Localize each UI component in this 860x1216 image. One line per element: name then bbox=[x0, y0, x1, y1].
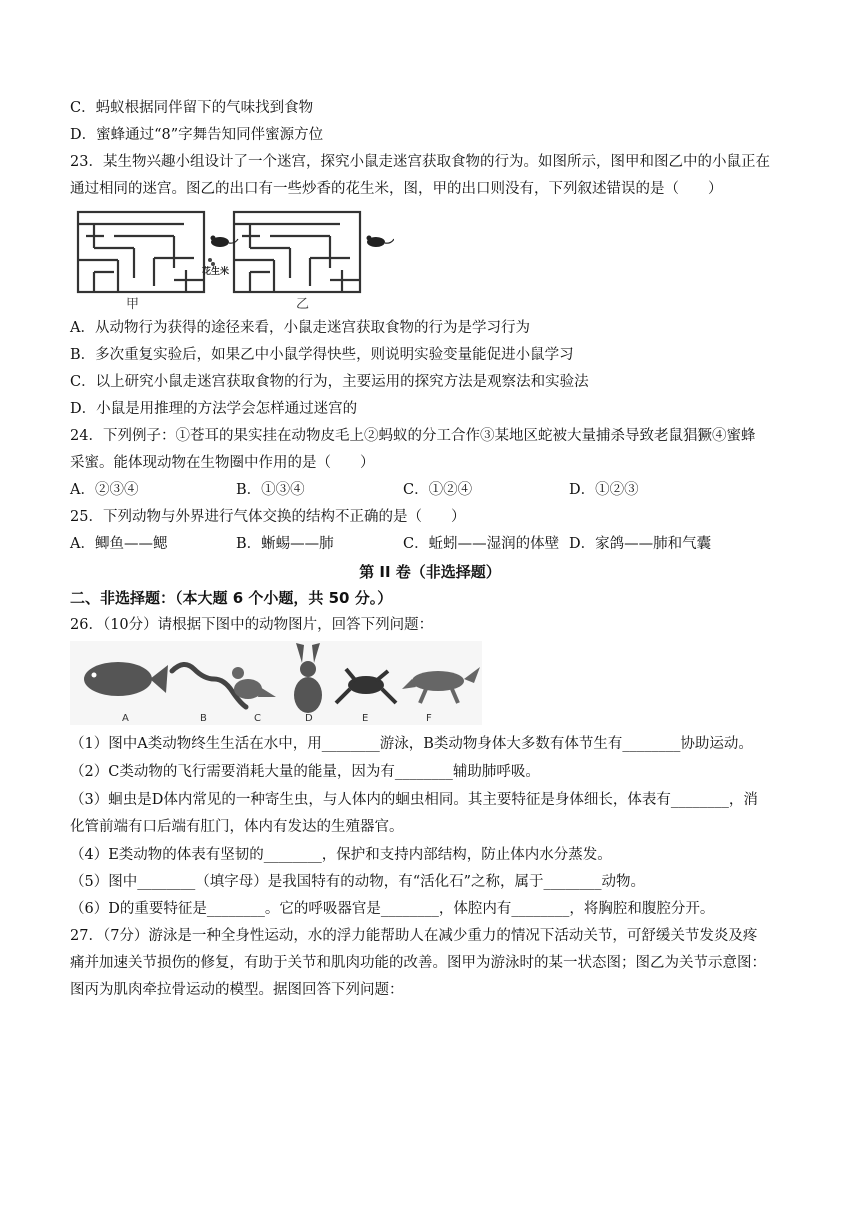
q23-option-b: B．多次重复实验后，如果乙中小鼠学得快些，则说明实验变量能促进小鼠学习 bbox=[70, 347, 574, 363]
q24-stem-line2: 采蜜。能体现动物在生物圈中作用的是（ ） bbox=[70, 455, 375, 471]
q25-option-d: D．家鸽——肺和气囊 bbox=[569, 536, 712, 552]
q26-sub2: （2）C类动物的飞行需要消耗大量的能量，因为有________辅助肺呼吸。 bbox=[70, 764, 540, 780]
q26-sub3-line1: （3）蛔虫是D体内常见的一种寄生虫，与人体内的蛔虫相同。其主要特征是身体细长，体表有________，消 bbox=[70, 792, 758, 808]
part2-heading: 二、非选择题：（本大题 6 个小题，共 50 分。） bbox=[70, 589, 393, 607]
animal-label-b: B bbox=[200, 713, 207, 724]
q25-option-a: A．鲫鱼——鳃 bbox=[70, 536, 168, 552]
q27-line1: 27．（7分）游泳是一种全身性运动，水的浮力能帮助人在减少重力的情况下活动关节，可舒缓关节发炎及疼 bbox=[70, 928, 758, 944]
q23-stem-line2: 通过相同的迷宫。图乙的出口有一些炒香的花生米，图，甲的出口则没有，下列叙述错误的是（ ） bbox=[70, 181, 723, 197]
animal-label-f: F bbox=[426, 713, 432, 724]
q24-option-a: A．②③④ bbox=[70, 482, 139, 498]
q26-sub6: （6）D的重要特征是________。它的呼吸器官是________，体腔内有________，将胸腔和腹腔分开。 bbox=[70, 901, 715, 917]
animal-label-c: C bbox=[254, 713, 261, 724]
q24-option-b: B．①③④ bbox=[236, 482, 305, 498]
maze-figure bbox=[74, 208, 394, 314]
q27-line2: 痛并加速关节损伤的修复，有助于关节和肌肉功能的改善。图甲为游泳时的某一状态图；图乙为关节示意图： bbox=[70, 955, 766, 971]
svg-text:甲: 甲 bbox=[126, 297, 140, 312]
animals-figure bbox=[70, 641, 482, 725]
q26-sub4: （4）E类动物的体表有坚韧的________，保护和支持内部结构，防止体内水分蒸发。 bbox=[70, 847, 612, 863]
q23-option-c: C．以上研究小鼠走迷宫获取食物的行为，主要运用的探究方法是观察法和实验法 bbox=[70, 374, 589, 390]
q22-option-d: D．蜜蜂通过“8”字舞告知同伴蜜源方位 bbox=[70, 127, 324, 143]
q25-option-b: B．蜥蜴——肺 bbox=[236, 536, 334, 552]
q25-option-c: C．蚯蚓——湿润的体壁 bbox=[403, 536, 560, 552]
animal-label-e: E bbox=[362, 713, 369, 724]
svg-text:花生米: 花生米 bbox=[202, 267, 230, 277]
q23-stem-line1: 23．某生物兴趣小组设计了一个迷宫，探究小鼠走迷宫获取食物的行为。如图所示，图甲和图乙中的小鼠正在 bbox=[70, 154, 770, 170]
q24-option-c: C．①②④ bbox=[403, 482, 473, 498]
q24-stem-line1: 24．下列例子：①苍耳的果实挂在动物皮毛上②蚂蚁的分工合作③某地区蛇被大量捕杀导致老鼠猖獗④蜜蜂 bbox=[70, 428, 756, 444]
animal-label-d: D bbox=[305, 713, 313, 724]
q26-sub3-line2: 化管前端有口后端有肛门，体内有发达的生殖器官。 bbox=[70, 819, 404, 835]
q22-option-c: C．蚂蚁根据同伴留下的气味找到食物 bbox=[70, 100, 314, 116]
section-title: 第 II 卷（非选择题） bbox=[359, 563, 501, 581]
q27-line3: 图丙为肌肉牵拉骨运动的模型。据图回答下列问题： bbox=[70, 982, 404, 998]
svg-text:乙: 乙 bbox=[296, 297, 310, 312]
q23-option-a: A．从动物行为获得的途径来看，小鼠走迷宫获取食物的行为是学习行为 bbox=[70, 320, 530, 336]
q24-option-d: D．①②③ bbox=[569, 482, 639, 498]
animal-label-a: A bbox=[122, 713, 129, 724]
q26-sub1: （1）图中A类动物终生生活在水中，用________游泳，B类动物身体大多数有体节生有________协助运动。 bbox=[70, 736, 753, 752]
q23-option-d: D．小鼠是用推理的方法学会怎样通过迷宫的 bbox=[70, 401, 358, 417]
q26-sub5: （5）图中________（填字母）是我国特有的动物，有“活化石”之称，属于________动物。 bbox=[70, 874, 646, 890]
maze-drawing bbox=[74, 208, 394, 314]
animals-drawing bbox=[70, 641, 482, 725]
q26-stem: 26．（10分）请根据下图中的动物图片，回答下列问题： bbox=[70, 617, 434, 633]
q25-stem: 25．下列动物与外界进行气体交换的结构不正确的是（ ） bbox=[70, 509, 466, 525]
